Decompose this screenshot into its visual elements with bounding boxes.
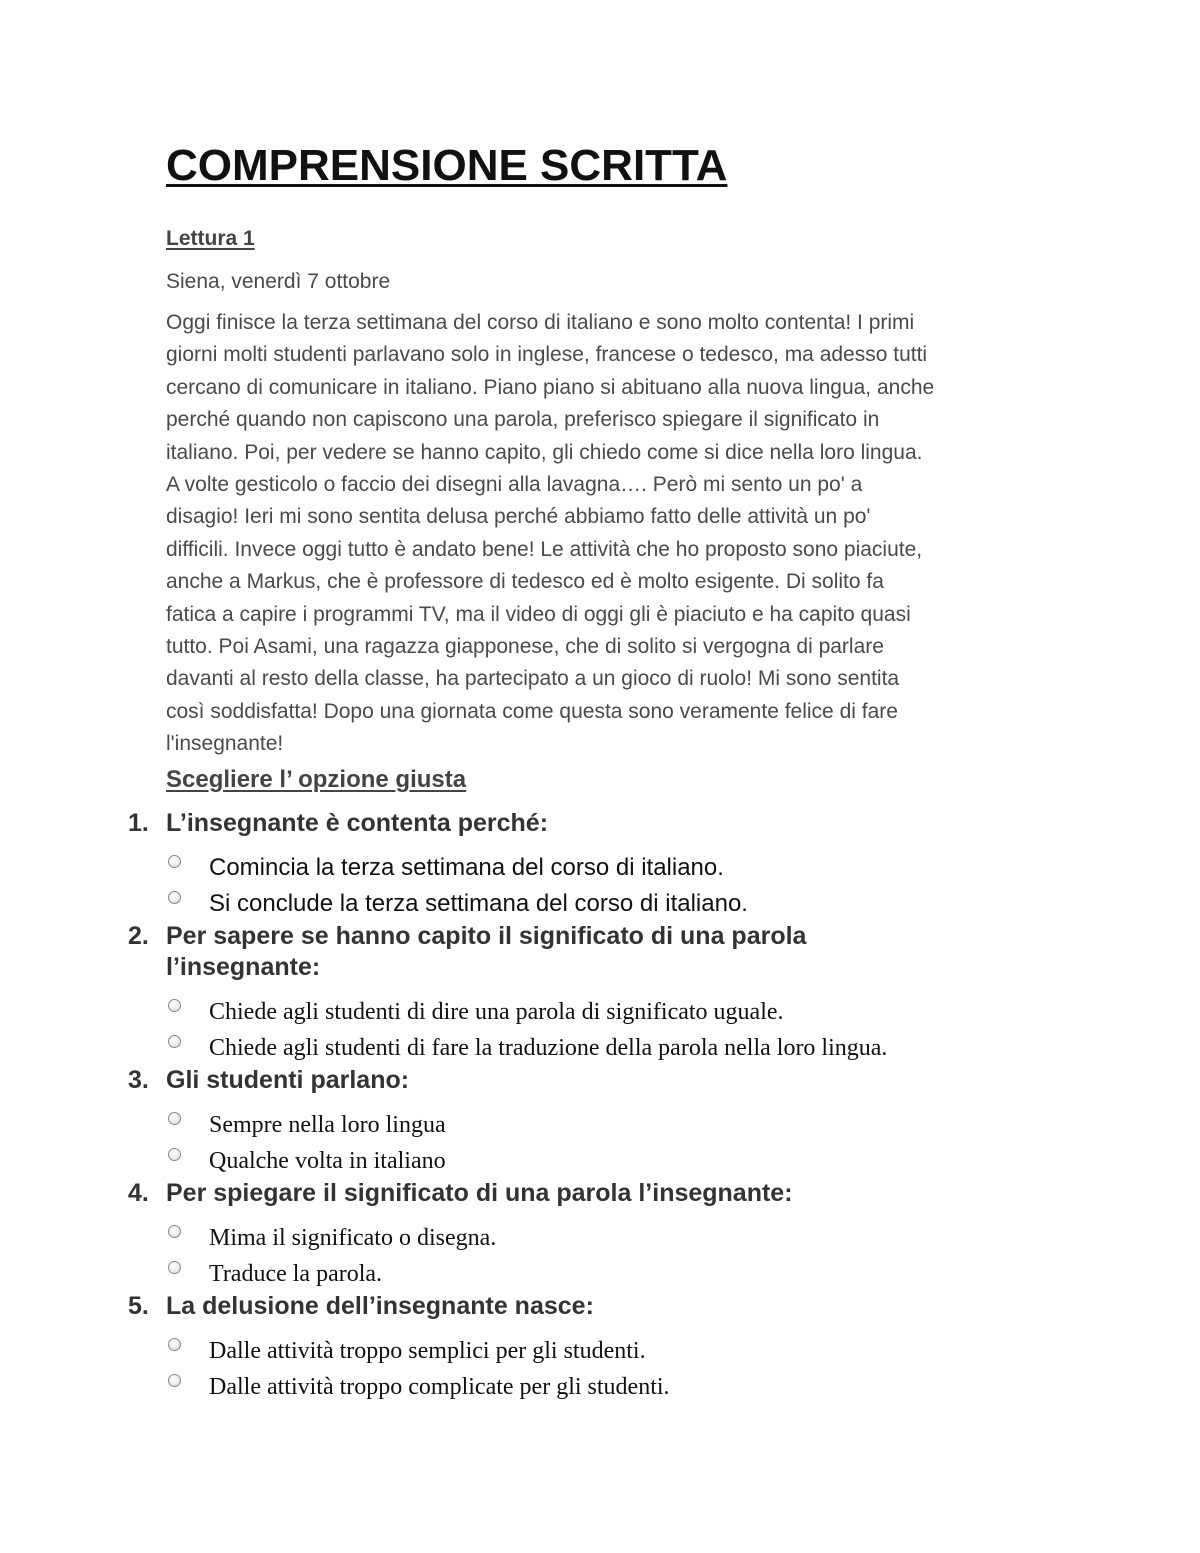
passage-line: fatica a capire i programmi TV, ma il video di oggi gli è piaciuto e ha capito quasi — [166, 602, 911, 626]
question-1 — [128, 808, 926, 839]
radio-button[interactable] — [168, 1338, 181, 1351]
passage-line: davanti al resto della classe, ha partecipato a un gioco di ruolo! Mi sono sentita — [166, 667, 900, 691]
question-4 — [128, 1178, 926, 1209]
passage-line: anche a Markus, che è professore di tedesco ed è molto esigente. Di solito fa — [166, 570, 884, 594]
question-text: L’insegnante è contenta perché: — [166, 809, 549, 837]
question-number: 3. — [128, 1066, 149, 1094]
question-2 — [128, 921, 926, 983]
question-text: Gli studenti parlano: — [166, 1066, 410, 1094]
passage-line: giorni molti studenti parlavano solo in inglese, francese o tedesco, ma adesso tutti — [166, 343, 928, 367]
question-text: La delusione dell’insegnante nasce: — [166, 1292, 594, 1320]
radio-button[interactable] — [168, 1035, 181, 1048]
passage-line: disagio! Ieri mi sono sentita delusa perché abbiamo fatto delle attività un po' — [166, 505, 871, 529]
option-label: Dalle attività troppo complicate per gli studenti. — [209, 1374, 670, 1400]
passage-line: tutto. Poi Asami, una ragazza giapponese, che di solito si vergogna di parlare — [166, 635, 884, 659]
option-label: Traduce la parola. — [209, 1261, 383, 1287]
option-label: Si conclude la terza settimana del corso di italiano. — [209, 890, 748, 917]
radio-button[interactable] — [168, 1225, 181, 1238]
question-number: 5. — [128, 1292, 149, 1320]
instruction-heading: Scegliere l’ opzione giusta — [166, 766, 467, 793]
radio-button[interactable] — [168, 1112, 181, 1125]
radio-button[interactable] — [168, 855, 181, 868]
question-number: 2. — [128, 922, 149, 950]
reading-passage — [166, 307, 1046, 761]
question-text: Per sapere se hanno capito il significato di una parola l’insegnante: — [166, 922, 807, 981]
passage-line: cercano di comunicare in italiano. Piano piano si abituano alla nuova lingua, anche — [166, 375, 935, 399]
option-label: Sempre nella loro lingua — [209, 1112, 446, 1138]
option-label: Chiede agli studenti di dire una parola di significato uguale. — [209, 999, 784, 1025]
date-line: Siena, venerdì 7 ottobre — [166, 270, 391, 293]
reading-label: Lettura 1 — [166, 227, 255, 250]
question-number: 4. — [128, 1179, 149, 1207]
question-3 — [128, 1065, 926, 1096]
passage-line: A volte gesticolo o faccio dei disegni alla lavagna…. Però mi sento un po' a — [166, 473, 863, 497]
passage-line: così soddisfatta! Dopo una giornata come questa sono veramente felice di fare — [166, 699, 898, 723]
question-text: Per spiegare il significato di una parola l’insegnante: — [166, 1179, 793, 1207]
option-label: Chiede agli studenti di fare la traduzione della parola nella loro lingua. — [209, 1035, 888, 1061]
passage-line: difficili. Invece oggi tutto è andato bene! Le attività che ho proposto sono piaciute, — [166, 537, 923, 561]
radio-button[interactable] — [168, 1148, 181, 1161]
option-label: Qualche volta in italiano — [209, 1148, 446, 1174]
page-title: COMPRENSIONE SCRITTA — [166, 141, 728, 190]
question-number: 1. — [128, 809, 149, 837]
option-label: Dalle attività troppo semplici per gli studenti. — [209, 1338, 646, 1364]
radio-button[interactable] — [168, 891, 181, 904]
radio-button[interactable] — [168, 1374, 181, 1387]
question-5 — [128, 1291, 926, 1322]
radio-button[interactable] — [168, 1261, 181, 1274]
passage-line: perché quando non capiscono una parola, preferisco spiegare il significato in — [166, 408, 880, 432]
passage-line: l'insegnante! — [166, 732, 284, 756]
radio-button[interactable] — [168, 999, 181, 1012]
option-label: Mima il significato o disegna. — [209, 1225, 497, 1251]
passage-line: italiano. Poi, per vedere se hanno capito, gli chiedo come si dice nella loro lingua. — [166, 440, 923, 464]
option-label: Comincia la terza settimana del corso di italiano. — [209, 854, 724, 881]
passage-line: Oggi finisce la terza settimana del corso di italiano e sono molto contenta! I primi — [166, 311, 915, 334]
